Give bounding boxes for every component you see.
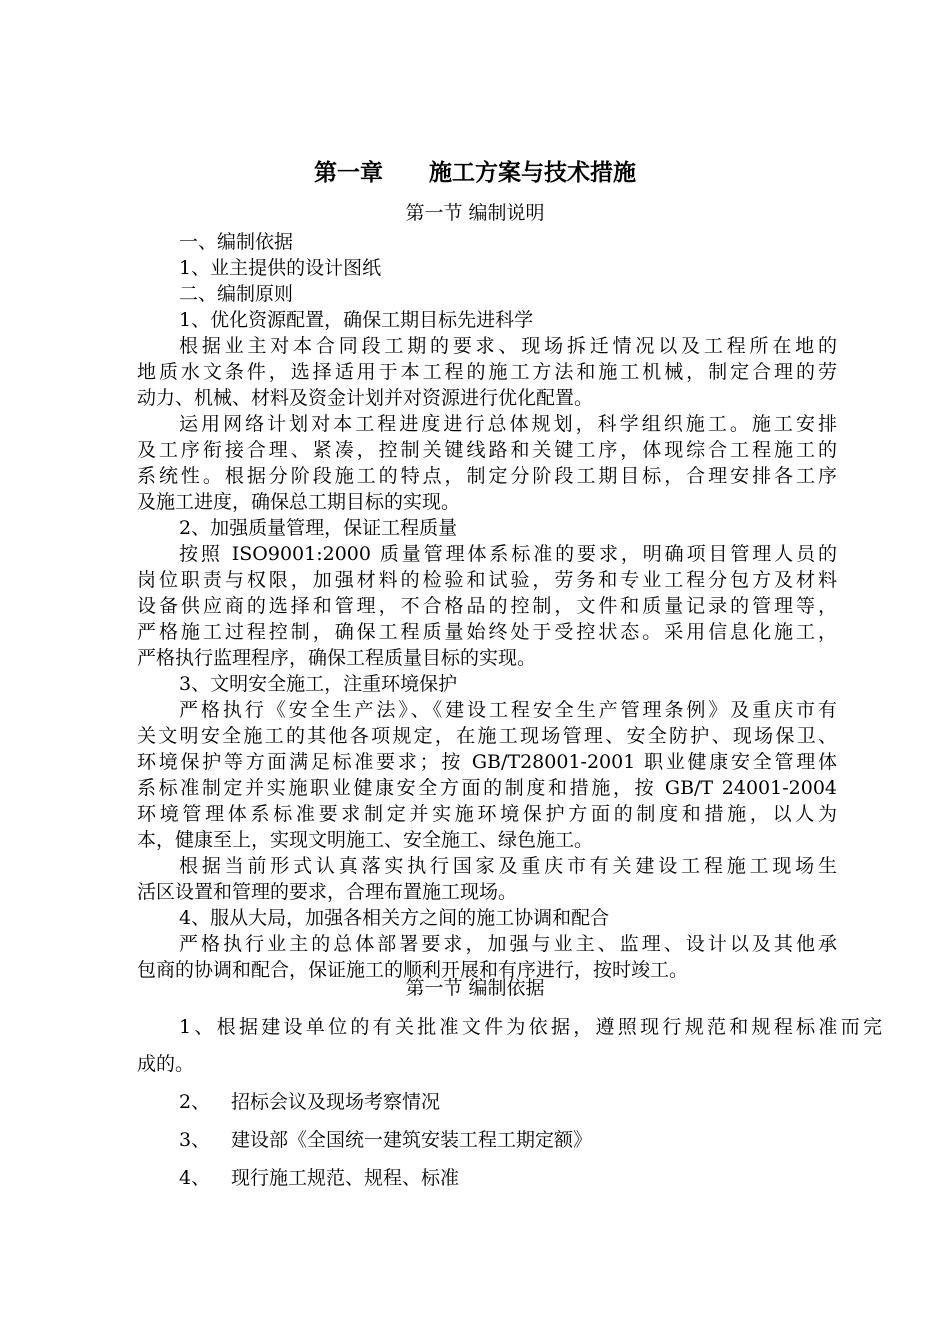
paragraph-line: 严格执行监理程序，确保工程质量目标的实现。 (137, 647, 537, 669)
paragraph-line: 严格施工过程控制，确保工程质量始终处于受控状态。采用信息化施工， (137, 621, 837, 643)
basis-line-1 (137, 1012, 882, 1042)
paragraph-line: 严格执行业主的总体部署要求，加强与业主、监理、设计以及其他承 (179, 933, 837, 955)
paragraph-line: 根据当前形式认真落实执行国家及重庆市有关建设工程施工现场生 (179, 855, 837, 877)
chapter-title (0, 156, 950, 190)
list-text: 现行施工规范、规程、标准 (231, 1167, 460, 1189)
paragraph-line: 包商的协调和配合，保证施工的顺利开展和有序进行，按时竣工。 (137, 959, 689, 981)
list-number: 2、 (179, 1091, 211, 1113)
basis-line-1-cont (137, 1049, 882, 1079)
paragraph-line: 按照 ISO9001:2000 质量管理体系标准的要求，明确项目管理人员的 (179, 543, 837, 565)
heading-compilation-basis: 一、编制依据 (179, 231, 294, 253)
heading-compilation-principles: 二、编制原则 (179, 283, 294, 305)
section-title-compilation-basis: 第一节 编制依据 (405, 977, 545, 999)
paragraph-line: 关文明安全施工的其他各项规定，在施工现场管理、安全防护、现场保卫、 (137, 725, 837, 747)
section-title-compilation-notes: 第一节 编制说明 (405, 202, 545, 224)
paragraph-line: 及工序衔接合理、紧凑，控制关键线路和关键工序，体现综合工程施工的 (137, 439, 837, 461)
basis-item-2 (137, 1087, 924, 1117)
list-item: 1、业主提供的设计图纸 (179, 257, 382, 279)
paragraph-line: 及施工进度，确保总工期目标的实现。 (137, 491, 461, 513)
chapter-heading: 施工方案与技术措施 (429, 160, 636, 186)
paragraph-line: 动力、机械、材料及资金计划并对资源进行优化配置。 (137, 387, 594, 409)
paragraph-line: 系标准制定并实施职业健康安全方面的制度和措施，按 GB/T 24001-2004 (137, 777, 837, 799)
subheading: 4、服从大局，加强各相关方之间的施工协调和配合 (179, 907, 610, 929)
list-item (179, 1125, 924, 1155)
paragraph-line: 运用网络计划对本工程进度进行总体规划，科学组织施工。施工安排 (179, 413, 837, 435)
body-text (137, 229, 837, 983)
paragraph-line: 地质水文条件，选择适用于本工程的施工方法和施工机械，制定合理的劳 (137, 361, 837, 383)
list-number: 3、 (179, 1129, 211, 1151)
paragraph-line: 岗位职责与权限，加强材料的检验和试验，劳务和专业工程分包方及材料 (137, 569, 837, 591)
list-item (179, 1163, 924, 1193)
paragraph-line: 本，健康至上，实现文明施工、安全施工、绿色施工。 (137, 829, 594, 851)
subheading: 2、加强质量管理，保证工程质量 (179, 517, 458, 539)
subheading: 1、优化资源配置，确保工期目标先进科学 (179, 309, 534, 331)
list-text: 招标会议及现场考察情况 (231, 1091, 441, 1113)
paragraph-line: 根据业主对本合同段工期的要求、现场拆迁情况以及工程所在地的 (179, 335, 837, 357)
chapter-label: 第一章 (314, 160, 383, 186)
list-item (179, 1087, 924, 1117)
basis-item-4 (137, 1163, 924, 1193)
paragraph-line: 严格执行《安全生产法》、《建设工程安全生产管理条例》及重庆市有 (179, 699, 837, 721)
paragraph-line: 活区设置和管理的要求，合理布置施工现场。 (137, 881, 518, 903)
list-item: 1、根据建设单位的有关批准文件为依据，遵照现行规范和规程标准而完 (179, 1016, 882, 1038)
paragraph-line: 环境管理体系标准要求制定并实施环境保护方面的制度和措施，以人为 (137, 803, 837, 825)
list-text: 建设部《全国统一建筑安装工程工期定额》 (231, 1129, 593, 1151)
paragraph-line: 环境保护等方面满足标准要求；按 GB/T28001-2001 职业健康安全管理体 (137, 751, 837, 773)
paragraph-line: 系统性。根据分阶段施工的特点，制定分阶段工期目标，合理安排各工序 (137, 465, 837, 487)
subheading: 3、文明安全施工，注重环境保护 (179, 673, 458, 695)
list-number: 4、 (179, 1167, 211, 1189)
paragraph-line: 设备供应商的选择和管理，不合格品的控制，文件和质量记录的管理等， (137, 595, 837, 617)
basis-item-3 (137, 1125, 924, 1155)
list-item-continuation: 成的。 (137, 1053, 195, 1075)
